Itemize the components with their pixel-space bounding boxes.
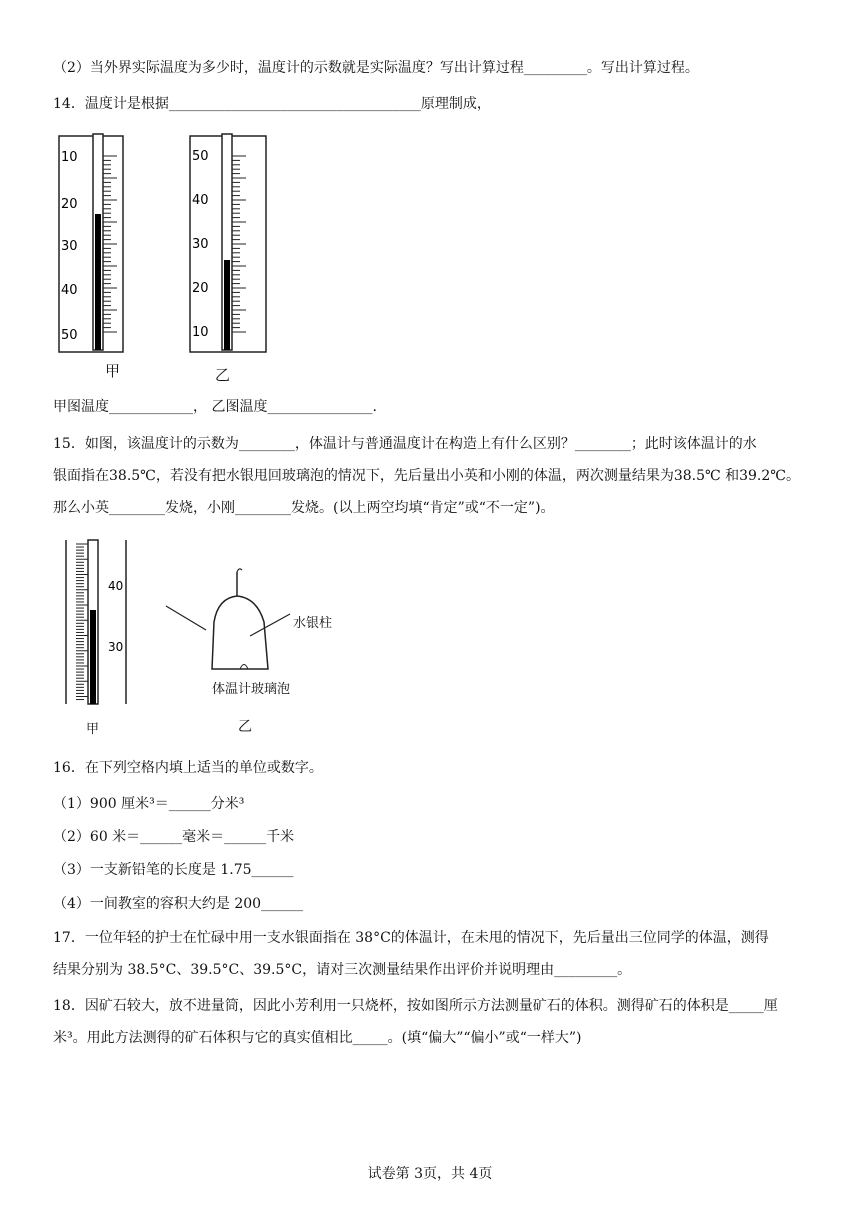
fig15-yi-label: 乙 xyxy=(238,719,252,735)
q16-item-2: （2）60 米＝______毫米＝______千米 xyxy=(53,829,295,845)
fig14-jia-tick-10: 10 xyxy=(61,150,78,165)
fig15-jia-tick-30: 30 xyxy=(108,640,124,654)
fig14-yi-tick-20: 20 xyxy=(192,281,209,296)
q16-title: 16．在下列空格内填上适当的单位或数字。 xyxy=(53,760,323,776)
fig14-yi-tick-40: 40 xyxy=(192,193,209,208)
fig14-jia-tick-20: 20 xyxy=(61,197,78,212)
q14-answer-text: 甲图温度____________， 乙图温度_______________. xyxy=(53,399,377,415)
q13-part2-text: （2）当外界实际温度为多少时，温度计的示数就是实际温度？写出计算过程_________。写出计算过程。 xyxy=(53,60,699,76)
q16-item-1: （1）900 厘米³＝______分米³ xyxy=(53,796,245,812)
fig14-jia-tick-30: 30 xyxy=(61,239,78,254)
q18-line2: 米³。用此方法测得的矿石体积与它的真实值相比_____。(填“偏大”“偏小”或“一样大”) xyxy=(53,1030,582,1046)
fig15-jia-label: 甲 xyxy=(86,722,100,737)
q14-text: 14．温度计是根据____________________________________原理制成， xyxy=(53,96,491,112)
fig14-jia-thermometer xyxy=(55,128,145,358)
fig15-clinical-thermometer xyxy=(60,538,360,738)
fig15-jia-thermometer xyxy=(60,538,140,708)
fig15-mercury-label: 水银柱 xyxy=(293,616,333,631)
fig14-jia-tick-50: 50 xyxy=(61,328,78,343)
q16-item-4: （4）一间教室的容积大约是 200______ xyxy=(53,896,304,912)
fig15-jia-tick-40: 40 xyxy=(108,579,124,593)
q18-line1: 18．因矿石较大，放不进量筒，因此小芳利用一只烧杯，按如图所示方法测量矿石的体积。测得矿石的体积是_____厘 xyxy=(53,998,778,1014)
fig14-yi-thermometer xyxy=(186,128,276,358)
q16-item-3: （3）一支新铅笔的长度是 1.75______ xyxy=(53,862,294,878)
fig14-jia-label: 甲 xyxy=(105,362,121,380)
q17-line2: 结果分别为 38.5°C、39.5°C、39.5°C，请对三次测量结果作出评价并说明理由_________。 xyxy=(53,962,632,978)
page-footer: 试卷第 3页，共 4页 xyxy=(367,1166,493,1182)
fig14-yi-tick-10: 10 xyxy=(192,325,209,340)
fig14-yi-tick-50: 50 xyxy=(192,149,209,164)
q15-line1: 15．如图，该温度计的示数为________，体温计与普通温度计在构造上有什么区别？________；此时该体温计的水 xyxy=(53,436,757,452)
q15-line2: 银面指在38.5℃，若没有把水银甩回玻璃泡的情况下，先后量出小英和小刚的体温，两次测量结果为38.5℃ 和39.2℃。 xyxy=(53,468,800,484)
fig14-thermometers xyxy=(55,128,285,384)
q15-line3: 那么小英________发烧，小刚________发烧。(以上两空均填“肯定”或“不一定”)。 xyxy=(53,500,555,516)
fig14-jia-tick-40: 40 xyxy=(61,283,78,298)
q17-line1: 17．一位年轻的护士在忙碌中用一支水银面指在 38°C的体温计，在未甩的情况下，先后量出三位同学的体温，测得 xyxy=(53,930,769,946)
fig14-yi-tick-30: 30 xyxy=(192,237,209,252)
fig14-yi-label: 乙 xyxy=(215,366,231,384)
fig15-bulb-label: 体温计玻璃泡 xyxy=(212,682,291,697)
